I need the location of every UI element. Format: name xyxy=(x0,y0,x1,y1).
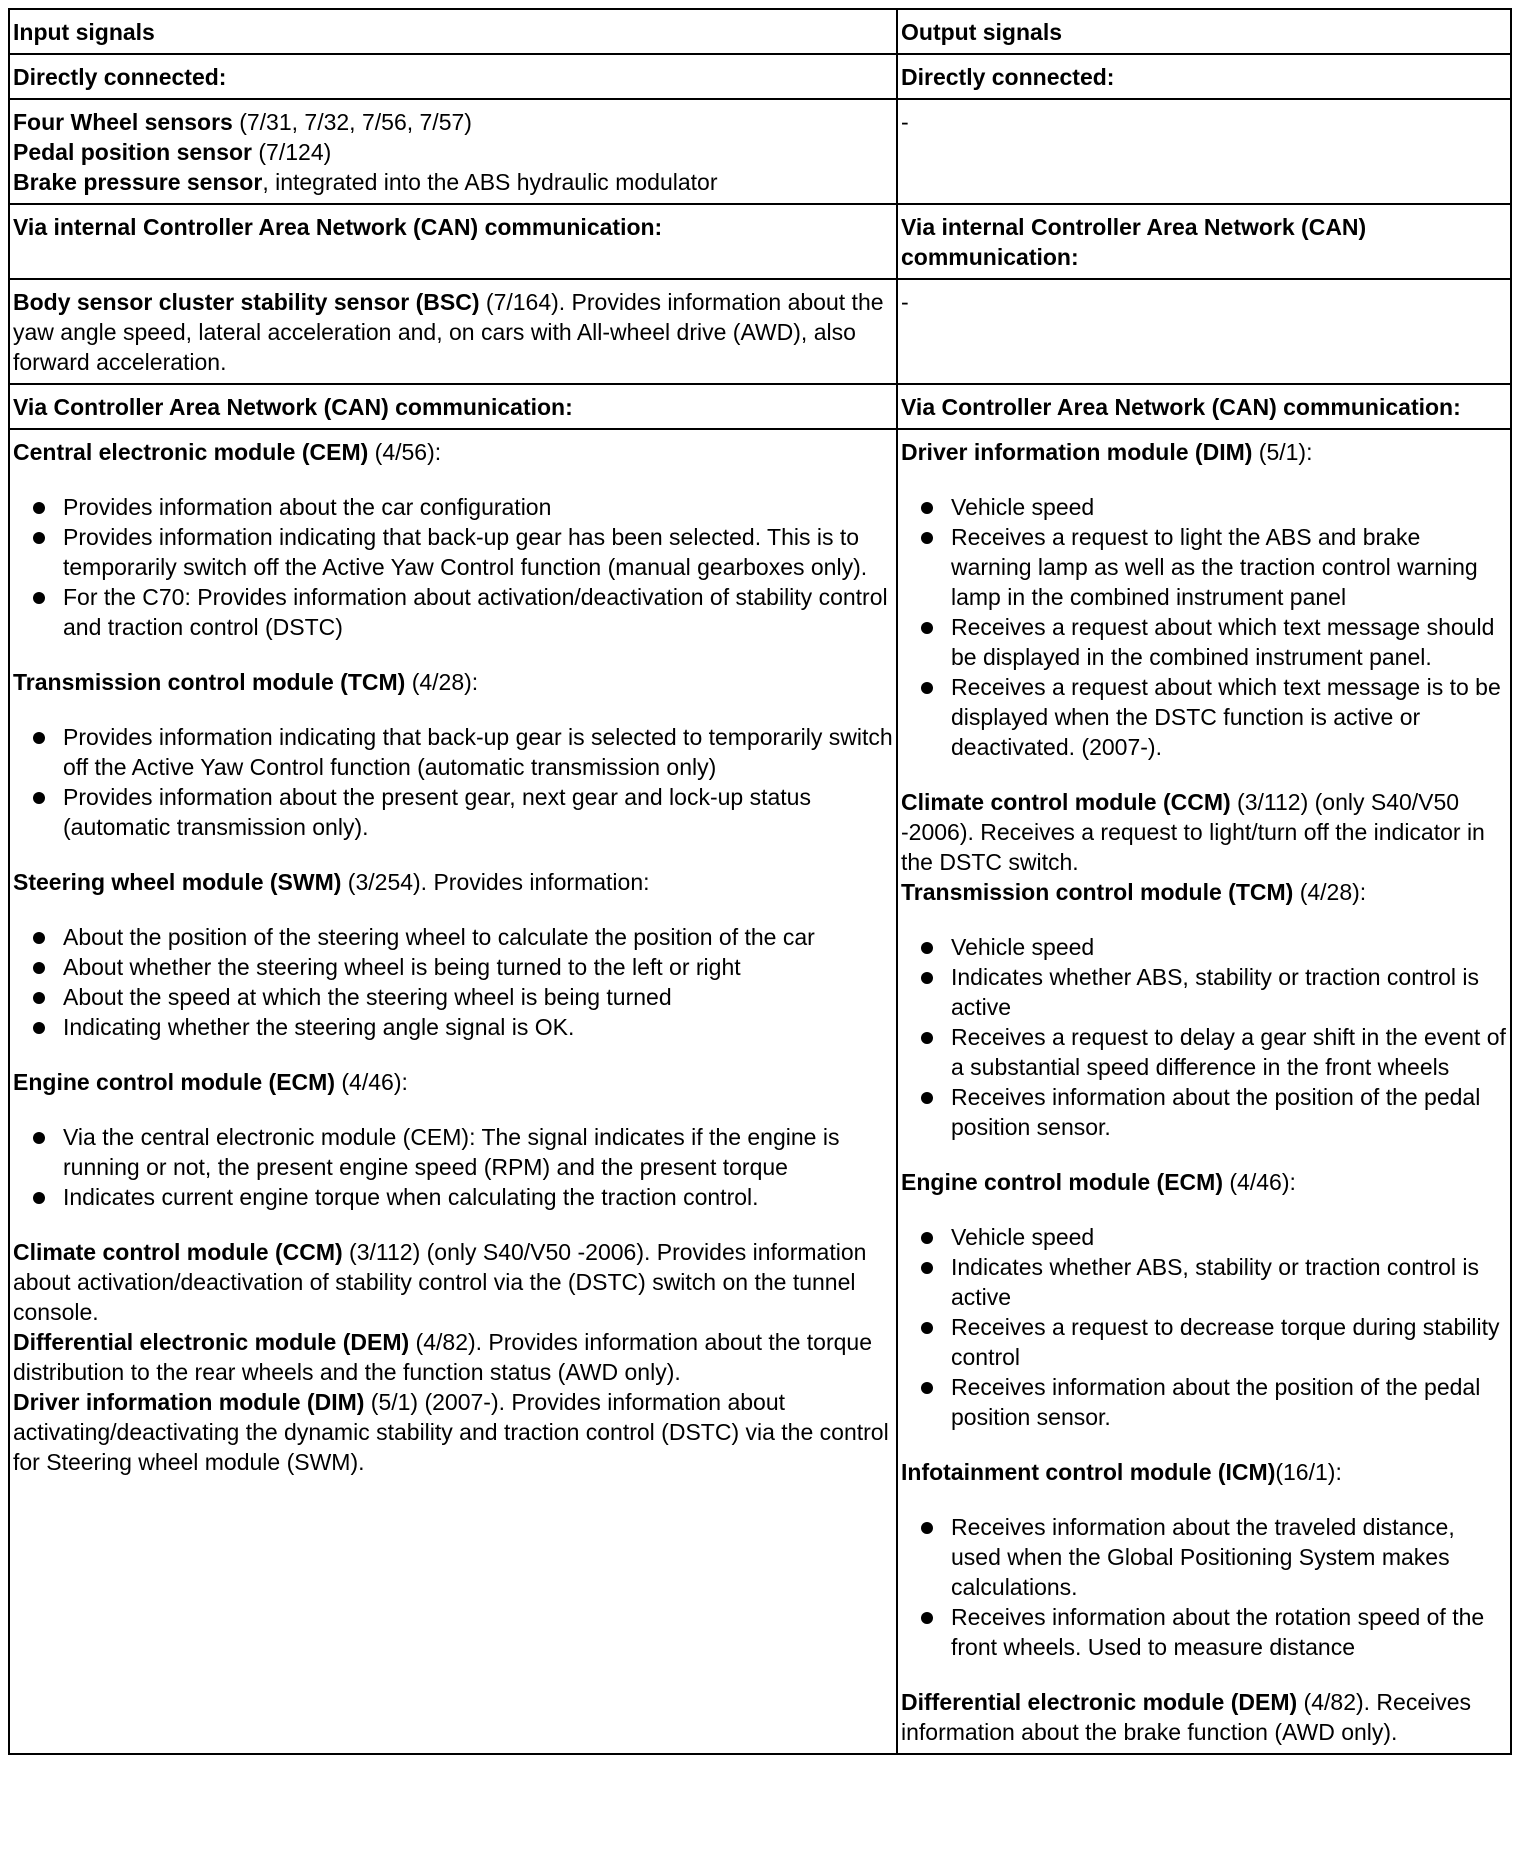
output-engine-control-module-bullet-list xyxy=(901,1222,1507,1432)
internal-can-row xyxy=(9,279,1511,384)
output-infotainment-control-module-heading xyxy=(901,1457,1507,1487)
list-item: Provides information indicating that back-up gear has been selected. This is to temporarily switch off the Active Yaw Control function (manual gearboxes only). xyxy=(13,522,893,582)
bsc-sensor-desc: (7/164). Provides information about the yaw angle speed, lateral acceleration and, on cars with All-wheel drive (AWD), also forward acceleration. xyxy=(13,289,884,375)
list-item: About the speed at which the steering wheel is being turned xyxy=(13,982,893,1012)
output-climate-control-module-detail: (3/112) (only S40/V50 -2006). Receives a request to light/turn off the indicator in the DSTC switch. xyxy=(901,789,1485,875)
input-differential-electronic-module-desc: (4/82). Provides information about the torque distribution to the rear wheels and the function status (AWD only). xyxy=(13,1329,872,1385)
input-steering-wheel-module-group xyxy=(13,867,893,1042)
input-engine-control-module-detail: (4/46): xyxy=(335,1069,408,1095)
list-item: Receives information about the rotation speed of the front wheels. Used to measure distance xyxy=(901,1602,1507,1662)
input-directly-connected-title: Directly connected: xyxy=(9,54,897,99)
input-engine-control-module-bullet-list xyxy=(13,1122,893,1212)
brake-pressure-sensor-line xyxy=(13,167,893,197)
input-climate-control-module-paragraph xyxy=(13,1237,893,1327)
output-can-title: Via Controller Area Network (CAN) communication: xyxy=(897,384,1511,429)
input-can-title: Via Controller Area Network (CAN) communication: xyxy=(9,384,897,429)
input-can-cell xyxy=(9,429,897,1754)
input-engine-control-module-heading xyxy=(13,1067,893,1097)
input-central-electronic-module-heading xyxy=(13,437,893,467)
brake-pressure-sensor-name: Brake pressure sensor xyxy=(13,169,263,195)
output-climate-control-module-heading xyxy=(901,787,1507,877)
input-engine-control-module-name: Engine control module (ECM) xyxy=(13,1069,335,1095)
list-item: Provides information indicating that back-up gear is selected to temporarily switch off the Active Yaw Control function (automatic transmission only) xyxy=(13,722,893,782)
list-item: Receives information about the position of the pedal position sensor. xyxy=(901,1372,1507,1432)
list-item: Indicates whether ABS, stability or traction control is active xyxy=(901,1252,1507,1312)
list-item: Indicates whether ABS, stability or traction control is active xyxy=(901,962,1507,1022)
input-engine-control-module-group xyxy=(13,1067,893,1212)
output-differential-electronic-module-heading xyxy=(901,1687,1507,1747)
list-item: Receives information about the traveled distance, used when the Global Positioning System makes calculations. xyxy=(901,1512,1507,1602)
output-internal-can-cell: - xyxy=(897,279,1511,384)
output-engine-control-module-name: Engine control module (ECM) xyxy=(901,1169,1223,1195)
input-can-paragraphs xyxy=(13,1237,893,1477)
input-transmission-control-module-heading xyxy=(13,667,893,697)
list-item: Indicating whether the steering angle signal is OK. xyxy=(13,1012,893,1042)
input-internal-can-cell xyxy=(9,279,897,384)
internal-can-title-row xyxy=(9,204,1511,279)
output-transmission-control-module-detail: (4/28): xyxy=(1293,879,1367,905)
list-item: Receives a request about which text message should be displayed in the combined instrument panel. xyxy=(901,612,1507,672)
output-internal-can-title: Via internal Controller Area Network (CAN) communication: xyxy=(897,204,1511,279)
output-differential-electronic-module-name: Differential electronic module (DEM) xyxy=(901,1689,1298,1715)
input-central-electronic-module-bullet-list xyxy=(13,492,893,642)
output-transmission-control-module-bullet-list xyxy=(901,932,1507,1142)
input-differential-electronic-module-name: Differential electronic module (DEM) xyxy=(13,1329,410,1355)
list-item: Vehicle speed xyxy=(901,932,1507,962)
output-signals-header: Output signals xyxy=(897,9,1511,54)
input-climate-control-module-desc: (3/112) (only S40/V50 -2006). Provides information about activation/deactivation of stability control via the (DSTC) switch on the tunnel console. xyxy=(13,1239,867,1325)
input-central-electronic-module-group xyxy=(13,437,893,642)
pedal-position-sensor-name: Pedal position sensor xyxy=(13,139,252,165)
output-differential-electronic-module-group xyxy=(901,1687,1507,1747)
output-engine-control-module-heading xyxy=(901,1167,1507,1197)
list-item: For the C70: Provides information about activation/deactivation of stability control and traction control (DSTC) xyxy=(13,582,893,642)
list-item: Receives a request to decrease torque during stability control xyxy=(901,1312,1507,1372)
input-internal-can-title: Via internal Controller Area Network (CAN) communication: xyxy=(9,204,897,279)
output-differential-electronic-module-detail: (4/82). Receives information about the brake function (AWD only). xyxy=(901,1689,1472,1745)
list-item: Receives a request about which text message is to be displayed when the DSTC function is active or deactivated. (2007-). xyxy=(901,672,1507,762)
output-driver-information-module-heading xyxy=(901,437,1507,467)
output-infotainment-control-module-bullet-list xyxy=(901,1512,1507,1662)
signals-table xyxy=(8,8,1512,1755)
output-transmission-control-module-heading xyxy=(901,877,1507,907)
brake-pressure-sensor-desc: , integrated into the ABS hydraulic modulator xyxy=(262,169,718,195)
output-driver-information-module-bullet-list xyxy=(901,492,1507,762)
can-title-row xyxy=(9,384,1511,429)
input-climate-control-module-name: Climate control module (CCM) xyxy=(13,1239,343,1265)
output-driver-information-module-group xyxy=(901,437,1507,762)
list-item: About whether the steering wheel is being turned to the left or right xyxy=(13,952,893,982)
input-steering-wheel-module-heading xyxy=(13,867,893,897)
input-transmission-control-module-name: Transmission control module (TCM) xyxy=(13,669,406,695)
list-item: Receives a request to delay a gear shift in the event of a substantial speed difference in the front wheels xyxy=(901,1022,1507,1082)
list-item: Vehicle speed xyxy=(901,492,1507,522)
directly-connected-row xyxy=(9,99,1511,204)
input-central-electronic-module-name: Central electronic module (CEM) xyxy=(13,439,369,465)
input-steering-wheel-module-detail: (3/254). Provides information: xyxy=(341,869,650,895)
input-driver-information-module-desc: (5/1) (2007-). Provides information about activating/deactivating the dynamic stability and traction control (DSTC) via the control for Steering wheel module (SWM). xyxy=(13,1389,889,1475)
input-driver-information-module-name: Driver information module (DIM) xyxy=(13,1389,365,1415)
list-item: Provides information about the car configuration xyxy=(13,492,893,522)
list-item: Provides information about the present gear, next gear and lock-up status (automatic transmission only). xyxy=(13,782,893,842)
output-transmission-control-module-group xyxy=(901,877,1507,1142)
input-transmission-control-module-bullet-list xyxy=(13,722,893,842)
input-transmission-control-module-detail: (4/28): xyxy=(405,669,479,695)
input-central-electronic-module-detail: (4/56): xyxy=(368,439,442,465)
output-infotainment-control-module-detail: (16/1): xyxy=(1275,1459,1342,1485)
output-infotainment-control-module-name: Infotainment control module (ICM) xyxy=(901,1459,1276,1485)
list-item: Indicates current engine torque when calculating the traction control. xyxy=(13,1182,893,1212)
output-infotainment-control-module-group xyxy=(901,1457,1507,1662)
directly-connected-title-row xyxy=(9,54,1511,99)
four-wheel-sensors-line xyxy=(13,107,893,137)
output-driver-information-module-name: Driver information module (DIM) xyxy=(901,439,1253,465)
list-item: Receives a request to light the ABS and brake warning lamp as well as the traction control warning lamp in the combined instrument panel xyxy=(901,522,1507,612)
pedal-position-sensor-ref: (7/124) xyxy=(252,139,332,165)
output-directly-connected-cell: - xyxy=(897,99,1511,204)
pedal-position-sensor-line xyxy=(13,137,893,167)
output-transmission-control-module-name: Transmission control module (TCM) xyxy=(901,879,1294,905)
header-row xyxy=(9,9,1511,54)
four-wheel-sensors-name: Four Wheel sensors xyxy=(13,109,233,135)
four-wheel-sensors-ref: (7/31, 7/32, 7/56, 7/57) xyxy=(232,109,472,135)
list-item: Via the central electronic module (CEM): The signal indicates if the engine is running or not, the present engine speed (RPM) and the present torque xyxy=(13,1122,893,1182)
output-climate-control-module-group xyxy=(901,787,1507,877)
input-differential-electronic-module-paragraph xyxy=(13,1327,893,1387)
bsc-sensor-name: Body sensor cluster stability sensor (BSC) xyxy=(13,289,480,315)
can-row xyxy=(9,429,1511,1754)
input-driver-information-module-paragraph xyxy=(13,1387,893,1477)
output-climate-control-module-name: Climate control module (CCM) xyxy=(901,789,1231,815)
input-steering-wheel-module-name: Steering wheel module (SWM) xyxy=(13,869,342,895)
input-directly-connected-cell xyxy=(9,99,897,204)
output-can-cell xyxy=(897,429,1511,1754)
output-directly-connected-title: Directly connected: xyxy=(897,54,1511,99)
input-transmission-control-module-group xyxy=(13,667,893,842)
output-engine-control-module-detail: (4/46): xyxy=(1223,1169,1296,1195)
list-item: About the position of the steering wheel to calculate the position of the car xyxy=(13,922,893,952)
list-item: Vehicle speed xyxy=(901,1222,1507,1252)
input-signals-header: Input signals xyxy=(9,9,897,54)
list-item: Receives information about the position of the pedal position sensor. xyxy=(901,1082,1507,1142)
output-engine-control-module-group xyxy=(901,1167,1507,1432)
input-steering-wheel-module-bullet-list xyxy=(13,922,893,1042)
output-driver-information-module-detail: (5/1): xyxy=(1252,439,1313,465)
